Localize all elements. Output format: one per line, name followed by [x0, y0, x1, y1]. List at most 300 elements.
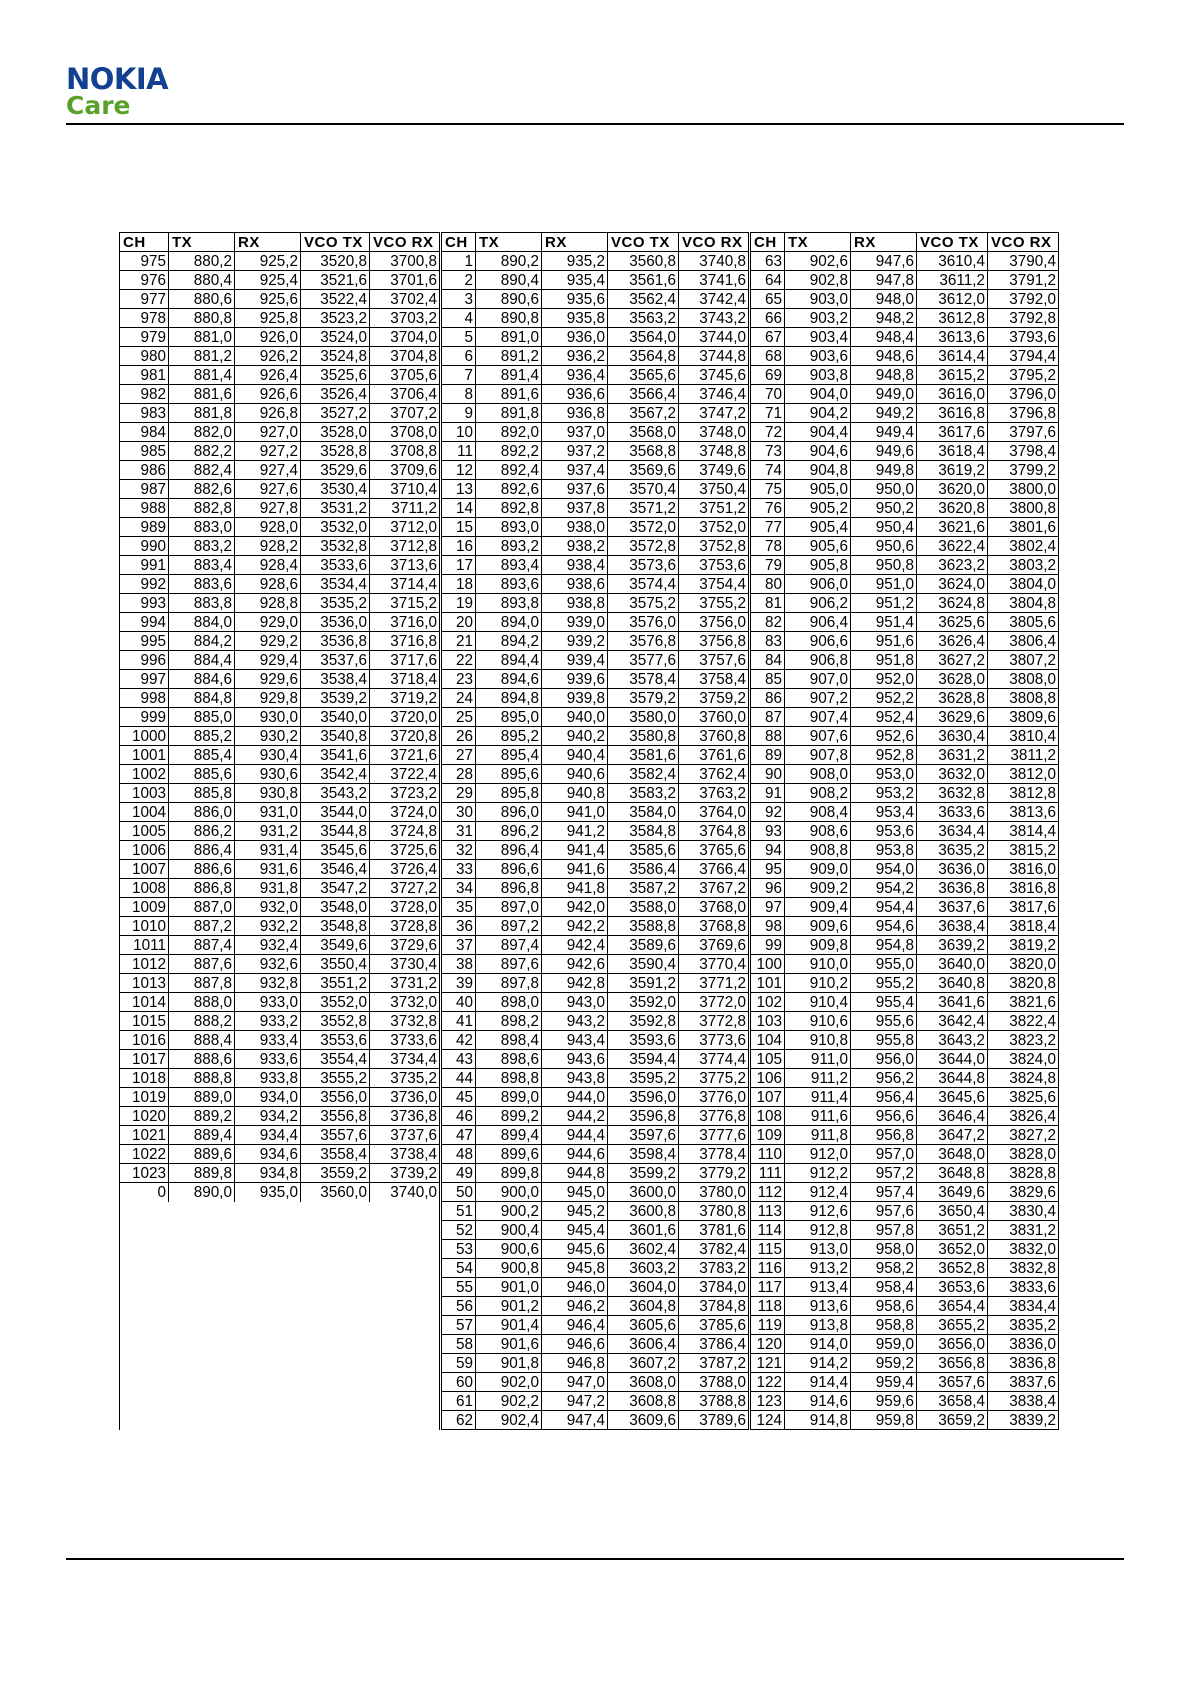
table-cell: 49: [441, 1164, 476, 1183]
table-row: [120, 594, 1059, 613]
table-cell: [169, 1354, 235, 1373]
table-cell: 936,8: [542, 404, 608, 423]
table-cell: [169, 1335, 235, 1354]
table-cell: 99: [750, 936, 785, 955]
column-header: CH: [750, 233, 785, 252]
table-cell: 3522,4: [301, 290, 370, 309]
table-cell: 3706,4: [370, 385, 441, 404]
table-cell: 909,4: [785, 898, 851, 917]
table-cell: 913,4: [785, 1278, 851, 1297]
table-cell: 3620,8: [917, 499, 988, 518]
table-cell: 63: [750, 252, 785, 271]
table-cell: 3562,4: [608, 290, 679, 309]
table-cell: 60: [441, 1373, 476, 1392]
table-cell: 3580,0: [608, 708, 679, 727]
table-cell: 3589,6: [608, 936, 679, 955]
table-cell: 927,0: [235, 423, 301, 442]
table-cell: 3623,2: [917, 556, 988, 575]
table-cell: 3708,0: [370, 423, 441, 442]
table-cell: 901,6: [476, 1335, 542, 1354]
table-cell: 40: [441, 993, 476, 1012]
table-cell: 3720,8: [370, 727, 441, 746]
table-cell: 3837,6: [988, 1373, 1059, 1392]
table-cell: 889,2: [169, 1107, 235, 1126]
table-cell: 895,0: [476, 708, 542, 727]
table-cell: 3644,8: [917, 1069, 988, 1088]
table-cell: 932,8: [235, 974, 301, 993]
table-cell: 51: [441, 1202, 476, 1221]
table-cell: 890,0: [169, 1183, 235, 1202]
table-row: [120, 1240, 1059, 1259]
table-cell: 948,8: [851, 366, 917, 385]
table-cell: 892,8: [476, 499, 542, 518]
table-cell: 3760,0: [679, 708, 750, 727]
table-cell: 914,6: [785, 1392, 851, 1411]
table-cell: 3756,8: [679, 632, 750, 651]
table-cell: 3590,4: [608, 955, 679, 974]
table-cell: 3600,0: [608, 1183, 679, 1202]
table-cell: 3768,8: [679, 917, 750, 936]
table-cell: 900,2: [476, 1202, 542, 1221]
table-cell: 953,2: [851, 784, 917, 803]
table-cell: 3786,4: [679, 1335, 750, 1354]
table-cell: 3653,6: [917, 1278, 988, 1297]
table-cell: 3791,2: [988, 271, 1059, 290]
table-row: [120, 575, 1059, 594]
table-cell: 3645,6: [917, 1088, 988, 1107]
table-cell: 3652,8: [917, 1259, 988, 1278]
table-cell: 881,8: [169, 404, 235, 423]
table-cell: 938,6: [542, 575, 608, 594]
table-row: [120, 898, 1059, 917]
table-cell: 940,4: [542, 746, 608, 765]
table-cell: 3708,8: [370, 442, 441, 461]
table-cell: [120, 1240, 169, 1259]
table-cell: 891,8: [476, 404, 542, 423]
table-cell: 3648,0: [917, 1145, 988, 1164]
table-cell: 3770,4: [679, 955, 750, 974]
table-cell: 896,8: [476, 879, 542, 898]
table-cell: 931,2: [235, 822, 301, 841]
table-cell: 68: [750, 347, 785, 366]
table-cell: 1020: [120, 1107, 169, 1126]
table-cell: [169, 1240, 235, 1259]
table-cell: 3588,0: [608, 898, 679, 917]
table-cell: 3701,6: [370, 271, 441, 290]
table-cell: 927,4: [235, 461, 301, 480]
table-cell: 947,6: [851, 252, 917, 271]
table-cell: 939,8: [542, 689, 608, 708]
table-cell: 55: [441, 1278, 476, 1297]
table-cell: 3630,4: [917, 727, 988, 746]
table-cell: 906,2: [785, 594, 851, 613]
table-cell: 3604,0: [608, 1278, 679, 1297]
table-cell: 3724,0: [370, 803, 441, 822]
table-row: [120, 613, 1059, 632]
table-cell: 3613,6: [917, 328, 988, 347]
table-cell: 1011: [120, 936, 169, 955]
table-cell: 3526,4: [301, 385, 370, 404]
table-cell: 3830,4: [988, 1202, 1059, 1221]
table-cell: 3780,0: [679, 1183, 750, 1202]
table-cell: 3793,6: [988, 328, 1059, 347]
table-cell: 59: [441, 1354, 476, 1373]
table-cell: 3815,2: [988, 841, 1059, 860]
table-cell: 3784,0: [679, 1278, 750, 1297]
table-cell: [169, 1411, 235, 1430]
table-row: [120, 1373, 1059, 1392]
table-cell: 930,4: [235, 746, 301, 765]
table-cell: 912,0: [785, 1145, 851, 1164]
table-row: [120, 1069, 1059, 1088]
table-cell: 122: [750, 1373, 785, 1392]
table-cell: 3599,2: [608, 1164, 679, 1183]
table-cell: 3608,8: [608, 1392, 679, 1411]
table-cell: 3733,6: [370, 1031, 441, 1050]
table-cell: 27: [441, 746, 476, 765]
table-cell: 951,6: [851, 632, 917, 651]
table-cell: 3703,2: [370, 309, 441, 328]
table-cell: 912,6: [785, 1202, 851, 1221]
table-cell: 937,2: [542, 442, 608, 461]
table-cell: 937,6: [542, 480, 608, 499]
table-cell: 52: [441, 1221, 476, 1240]
table-cell: 959,0: [851, 1335, 917, 1354]
table-cell: 3743,2: [679, 309, 750, 328]
table-cell: 904,0: [785, 385, 851, 404]
table-cell: 3775,2: [679, 1069, 750, 1088]
table-row: [120, 1031, 1059, 1050]
table-cell: 881,0: [169, 328, 235, 347]
table-cell: 3552,0: [301, 993, 370, 1012]
table-cell: 944,0: [542, 1088, 608, 1107]
table-cell: 3707,2: [370, 404, 441, 423]
table-cell: 3636,0: [917, 860, 988, 879]
table-cell: 3839,2: [988, 1411, 1059, 1430]
table-cell: 119: [750, 1316, 785, 1335]
table-cell: 886,4: [169, 841, 235, 860]
table-cell: 3560,0: [301, 1183, 370, 1202]
table-cell: 979: [120, 328, 169, 347]
table-cell: 18: [441, 575, 476, 594]
table-cell: 3581,6: [608, 746, 679, 765]
table-cell: 940,6: [542, 765, 608, 784]
table-cell: 956,6: [851, 1107, 917, 1126]
table-cell: 1002: [120, 765, 169, 784]
table-cell: 24: [441, 689, 476, 708]
table-cell: 938,4: [542, 556, 608, 575]
table-cell: [120, 1221, 169, 1240]
table-cell: 3547,2: [301, 879, 370, 898]
table-row: [120, 461, 1059, 480]
table-cell: 87: [750, 708, 785, 727]
table-cell: 3602,4: [608, 1240, 679, 1259]
table-cell: 3782,4: [679, 1240, 750, 1259]
table-row: [120, 803, 1059, 822]
table-cell: 3592,0: [608, 993, 679, 1012]
table-cell: 3734,4: [370, 1050, 441, 1069]
table-cell: 3638,4: [917, 917, 988, 936]
table-cell: 930,2: [235, 727, 301, 746]
table-cell: 3789,6: [679, 1411, 750, 1430]
table-cell: 89: [750, 746, 785, 765]
table-cell: 3539,2: [301, 689, 370, 708]
table-cell: 948,6: [851, 347, 917, 366]
table-cell: 3712,0: [370, 518, 441, 537]
table-cell: 3828,8: [988, 1164, 1059, 1183]
table-cell: 942,6: [542, 955, 608, 974]
table-cell: 58: [441, 1335, 476, 1354]
table-cell: 888,4: [169, 1031, 235, 1050]
table-cell: 3558,4: [301, 1145, 370, 1164]
table-cell: 48: [441, 1145, 476, 1164]
table-cell: 102: [750, 993, 785, 1012]
table-cell: 950,4: [851, 518, 917, 537]
table-cell: 1: [441, 252, 476, 271]
table-cell: 891,4: [476, 366, 542, 385]
table-cell: 925,2: [235, 252, 301, 271]
table-cell: 1016: [120, 1031, 169, 1050]
table-cell: 3640,8: [917, 974, 988, 993]
column-header: TX: [476, 233, 542, 252]
table-cell: 897,0: [476, 898, 542, 917]
table-cell: 898,4: [476, 1031, 542, 1050]
table-cell: 882,6: [169, 480, 235, 499]
table-cell: 939,0: [542, 613, 608, 632]
table-cell: 3556,0: [301, 1088, 370, 1107]
table-cell: 3536,8: [301, 632, 370, 651]
table-cell: 3639,2: [917, 936, 988, 955]
table-cell: 37: [441, 936, 476, 955]
table-cell: 933,2: [235, 1012, 301, 1031]
table-cell: [120, 1259, 169, 1278]
table-cell: 3582,4: [608, 765, 679, 784]
table-cell: 894,4: [476, 651, 542, 670]
table-cell: 895,4: [476, 746, 542, 765]
table-cell: [120, 1297, 169, 1316]
table-cell: 995: [120, 632, 169, 651]
table-cell: 3763,2: [679, 784, 750, 803]
table-cell: 34: [441, 879, 476, 898]
table-cell: 3549,6: [301, 936, 370, 955]
table-cell: 929,0: [235, 613, 301, 632]
table-row: [120, 366, 1059, 385]
table-cell: 0: [120, 1183, 169, 1202]
table-cell: 897,2: [476, 917, 542, 936]
table-cell: 882,8: [169, 499, 235, 518]
table-cell: 929,6: [235, 670, 301, 689]
table-cell: 880,4: [169, 271, 235, 290]
table-cell: 908,8: [785, 841, 851, 860]
table-cell: 3744,0: [679, 328, 750, 347]
table-cell: [169, 1392, 235, 1411]
table-cell: 3758,4: [679, 670, 750, 689]
table-cell: 1000: [120, 727, 169, 746]
table-cell: 886,2: [169, 822, 235, 841]
table-cell: 912,2: [785, 1164, 851, 1183]
table-cell: 984: [120, 423, 169, 442]
table-cell: 925,6: [235, 290, 301, 309]
table-cell: 953,8: [851, 841, 917, 860]
table-row: [120, 746, 1059, 765]
table-row: [120, 841, 1059, 860]
table-cell: 3812,0: [988, 765, 1059, 784]
table-cell: 3650,4: [917, 1202, 988, 1221]
table-cell: 913,6: [785, 1297, 851, 1316]
table-cell: [235, 1259, 301, 1278]
table-cell: 945,4: [542, 1221, 608, 1240]
table-cell: 3555,2: [301, 1069, 370, 1088]
table-cell: 3534,4: [301, 575, 370, 594]
table-cell: 937,8: [542, 499, 608, 518]
table-cell: 3739,2: [370, 1164, 441, 1183]
table-cell: 1022: [120, 1145, 169, 1164]
table-cell: 881,4: [169, 366, 235, 385]
table-cell: 888,2: [169, 1012, 235, 1031]
table-cell: 946,4: [542, 1316, 608, 1335]
table-cell: 47: [441, 1126, 476, 1145]
table-cell: 910,8: [785, 1031, 851, 1050]
table-row: [120, 879, 1059, 898]
table-cell: 949,2: [851, 404, 917, 423]
table-cell: 1009: [120, 898, 169, 917]
table-row: [120, 1221, 1059, 1240]
table-cell: 950,6: [851, 537, 917, 556]
table-cell: 3759,2: [679, 689, 750, 708]
table-cell: 908,0: [785, 765, 851, 784]
column-header: VCO TX: [608, 233, 679, 252]
table-cell: 905,6: [785, 537, 851, 556]
table-cell: 953,4: [851, 803, 917, 822]
table-cell: 3817,6: [988, 898, 1059, 917]
table-cell: 914,0: [785, 1335, 851, 1354]
table-cell: 894,8: [476, 689, 542, 708]
table-cell: 946,2: [542, 1297, 608, 1316]
table-cell: 3762,4: [679, 765, 750, 784]
table-cell: 975: [120, 252, 169, 271]
table-cell: 892,4: [476, 461, 542, 480]
table-cell: 928,2: [235, 537, 301, 556]
table-cell: 911,2: [785, 1069, 851, 1088]
table-cell: 953,6: [851, 822, 917, 841]
table-cell: 3796,8: [988, 404, 1059, 423]
table-cell: 3619,2: [917, 461, 988, 480]
table-cell: 3823,2: [988, 1031, 1059, 1050]
table-cell: 65: [750, 290, 785, 309]
table-cell: 892,6: [476, 480, 542, 499]
table-cell: 941,8: [542, 879, 608, 898]
table-cell: 900,0: [476, 1183, 542, 1202]
table-cell: 885,4: [169, 746, 235, 765]
table-cell: 19: [441, 594, 476, 613]
table-cell: 3540,8: [301, 727, 370, 746]
table-cell: 936,0: [542, 328, 608, 347]
table-cell: 3609,6: [608, 1411, 679, 1430]
table-cell: 3621,6: [917, 518, 988, 537]
table-cell: 885,2: [169, 727, 235, 746]
table-cell: 3629,6: [917, 708, 988, 727]
table-cell: 96: [750, 879, 785, 898]
table-cell: 3637,6: [917, 898, 988, 917]
table-cell: 3656,8: [917, 1354, 988, 1373]
table-cell: [120, 1202, 169, 1221]
table-cell: 3804,8: [988, 594, 1059, 613]
table-cell: 3595,2: [608, 1069, 679, 1088]
table-cell: 888,0: [169, 993, 235, 1012]
table-cell: 3611,2: [917, 271, 988, 290]
table-cell: 3764,8: [679, 822, 750, 841]
table-cell: 948,4: [851, 328, 917, 347]
table-cell: 3810,4: [988, 727, 1059, 746]
table-cell: 3554,4: [301, 1050, 370, 1069]
table-cell: 105: [750, 1050, 785, 1069]
table-cell: 949,6: [851, 442, 917, 461]
table-cell: 28: [441, 765, 476, 784]
table-cell: 948,2: [851, 309, 917, 328]
table-cell: 891,2: [476, 347, 542, 366]
table-cell: 3566,4: [608, 385, 679, 404]
table-cell: 1018: [120, 1069, 169, 1088]
table-cell: 1019: [120, 1088, 169, 1107]
table-cell: 81: [750, 594, 785, 613]
table-cell: 908,4: [785, 803, 851, 822]
table-cell: 86: [750, 689, 785, 708]
table-cell: 11: [441, 442, 476, 461]
table-cell: 3579,2: [608, 689, 679, 708]
table-cell: 3560,8: [608, 252, 679, 271]
table-cell: 884,4: [169, 651, 235, 670]
table-cell: 3647,2: [917, 1126, 988, 1145]
table-cell: 996: [120, 651, 169, 670]
table-cell: [301, 1240, 370, 1259]
table-row: [120, 328, 1059, 347]
table-cell: 115: [750, 1240, 785, 1259]
table-cell: 930,0: [235, 708, 301, 727]
table-cell: 896,2: [476, 822, 542, 841]
table-cell: 83: [750, 632, 785, 651]
table-cell: 3803,2: [988, 556, 1059, 575]
table-cell: 932,2: [235, 917, 301, 936]
table-cell: 29: [441, 784, 476, 803]
table-cell: 3728,8: [370, 917, 441, 936]
column-header: TX: [785, 233, 851, 252]
table-cell: 3808,8: [988, 689, 1059, 708]
table-row: [120, 727, 1059, 746]
table-cell: 933,4: [235, 1031, 301, 1050]
table-cell: 95: [750, 860, 785, 879]
table-cell: 3600,8: [608, 1202, 679, 1221]
table-cell: 947,4: [542, 1411, 608, 1430]
logo-brand: NOKIA: [66, 62, 169, 96]
table-cell: 3597,6: [608, 1126, 679, 1145]
table-cell: 3753,6: [679, 556, 750, 575]
table-cell: 910,2: [785, 974, 851, 993]
table-cell: 940,0: [542, 708, 608, 727]
table-cell: 3816,8: [988, 879, 1059, 898]
table-cell: 880,8: [169, 309, 235, 328]
table-cell: 23: [441, 670, 476, 689]
table-cell: 3624,8: [917, 594, 988, 613]
table-cell: 928,8: [235, 594, 301, 613]
table-cell: 77: [750, 518, 785, 537]
table-cell: 3761,6: [679, 746, 750, 765]
table-cell: [169, 1259, 235, 1278]
table-cell: 3542,4: [301, 765, 370, 784]
table-cell: 3721,6: [370, 746, 441, 765]
table-cell: 958,8: [851, 1316, 917, 1335]
table-cell: 3792,8: [988, 309, 1059, 328]
table-cell: 926,8: [235, 404, 301, 423]
